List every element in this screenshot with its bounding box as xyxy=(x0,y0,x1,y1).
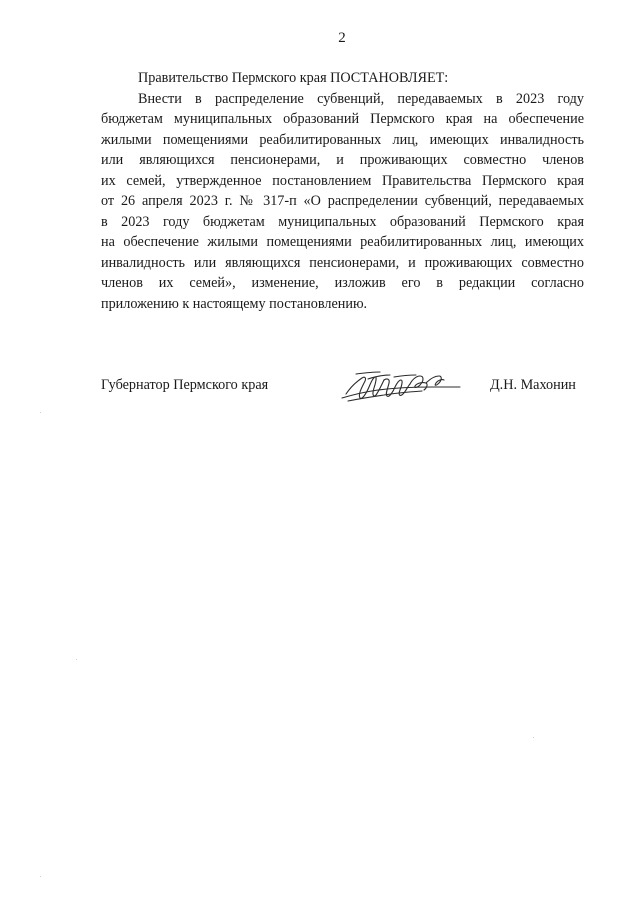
scan-speck xyxy=(76,659,77,660)
text-line: от 26 апреля 2023 г. № 317-п «О распределении субвенций, передаваемых xyxy=(101,193,584,209)
signatory-title: Губернатор Пермского края xyxy=(101,377,269,393)
page-number: 2 xyxy=(338,30,346,46)
scan-speck xyxy=(40,876,41,877)
handwritten-signature xyxy=(338,368,462,406)
text-line: жилыми помещениями реабилитированных лиц, имеющих инвалидность xyxy=(101,131,584,148)
text-line: инвалидность или являющихся пенсионерами, и проживающих совместно xyxy=(101,254,584,271)
scan-speck xyxy=(40,412,41,413)
signatory-name: Д.Н. Махонин xyxy=(490,377,576,393)
resolution-text xyxy=(101,68,584,314)
signature-block xyxy=(101,374,584,410)
scan-speck xyxy=(533,737,534,738)
text-line: членов их семей», изменение, изложив его в редакции согласно xyxy=(101,275,584,291)
text-line: их семей, утвержденное постановлением Правительства Пермского края xyxy=(101,172,584,189)
resolution-preamble: Правительство Пермского края ПОСТАНОВЛЯЕТ: xyxy=(138,70,449,86)
text-line: в 2023 году бюджетам муниципальных образований Пермского края xyxy=(101,213,584,230)
text-line: или являющихся пенсионерами, и проживающих совместно членов xyxy=(101,152,584,168)
text-line: на обеспечение жилыми помещениями реабилитированных лиц, имеющих xyxy=(101,234,584,250)
text-line: бюджетам муниципальных образований Пермского края на обеспечение xyxy=(101,111,584,127)
text-line: Внести в распределение субвенций, передаваемых в 2023 году xyxy=(138,90,584,107)
text-line: приложению к настоящему постановлению. xyxy=(101,295,368,312)
